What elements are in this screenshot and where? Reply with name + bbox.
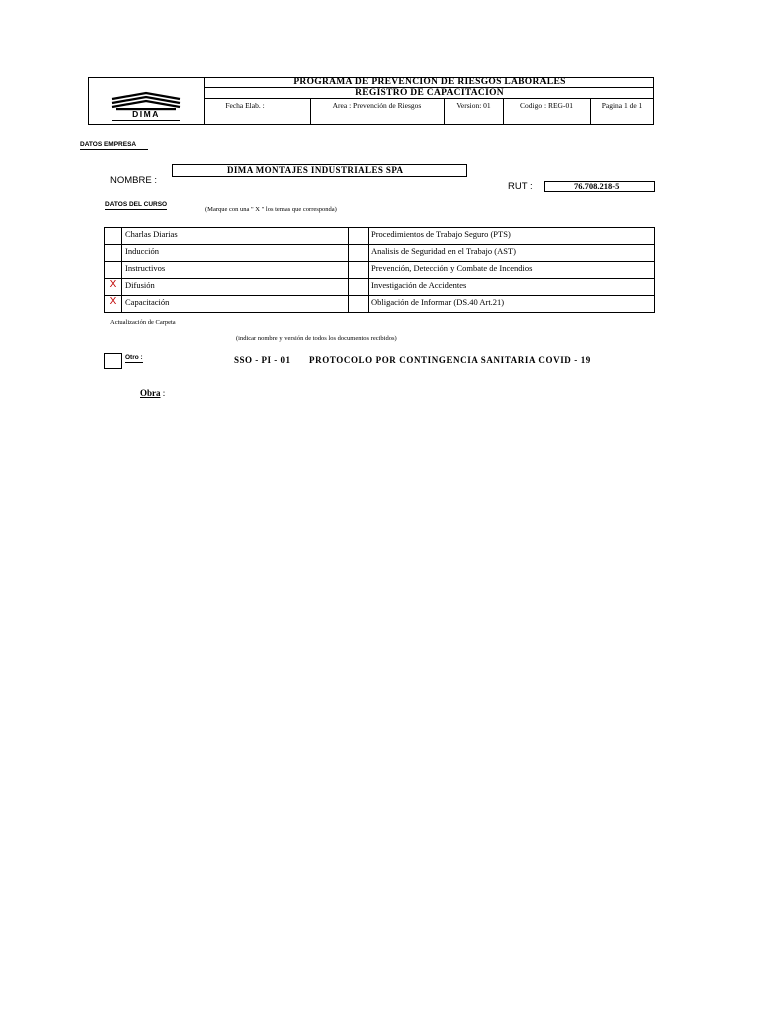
topic-pts: Procedimientos de Trabajo Seguro (PTS) xyxy=(371,229,511,239)
otro-checkbox[interactable] xyxy=(104,353,122,369)
checkbox-capacitacion[interactable]: X xyxy=(109,296,117,307)
checkbox-ast[interactable] xyxy=(349,245,368,261)
logo-text: DIMA xyxy=(132,109,160,119)
table-row-line-1 xyxy=(104,244,655,245)
table-row-line-3 xyxy=(104,278,655,279)
indicar-note: (indicar nombre y versión de todos los documentos recibidos) xyxy=(236,335,397,342)
topic-ast: Analisis de Seguridad en el Trabajo (AST) xyxy=(371,246,516,256)
datos-curso-label: DATOS DEL CURSO xyxy=(105,201,168,208)
version-field: Version: 01 xyxy=(456,101,491,110)
area-field: Area : Prevención de Riesgos xyxy=(332,101,422,110)
checkbox-charlas-diarias[interactable] xyxy=(105,228,121,244)
obra-colon: : xyxy=(162,388,166,398)
table-row-line-4 xyxy=(104,295,655,296)
table-col-1 xyxy=(121,227,122,313)
otro-label: Otro : xyxy=(125,354,143,361)
topic-accidentes: Investigación de Accidentes xyxy=(371,280,467,290)
topic-instructivos: Instructivos xyxy=(125,263,166,273)
topic-incendios: Prevención, Detección y Combate de Incendios xyxy=(371,263,533,273)
nombre-label: NOMBRE : xyxy=(110,175,157,186)
topic-induccion: Inducción xyxy=(125,246,159,256)
topic-capacitacion: Capacitación xyxy=(125,297,170,307)
checkbox-incendios[interactable] xyxy=(349,262,368,278)
obra-label xyxy=(140,388,165,398)
table-col-3 xyxy=(368,227,369,313)
checkbox-instructivos[interactable] xyxy=(105,262,121,278)
datos-empresa-label: DATOS EMPRESA xyxy=(80,140,148,150)
doc-title: PROTOCOLO POR CONTINGENCIA SANITARIA COVID - 19 xyxy=(309,355,591,365)
register-title: REGISTRO DE CAPACITACION xyxy=(355,88,504,98)
program-title: PROGRAMA DE PREVENCION DE RIESGOS LABORALES xyxy=(293,77,566,87)
topic-obligacion: Obligación de Informar (DS.40 Art.21) xyxy=(371,297,505,307)
instruction-text: (Marque con una " X " los temas que corresponda) xyxy=(205,206,337,213)
topic-charlas-diarias: Charlas Diarias xyxy=(125,229,178,239)
fecha-elab: Fecha Elab. : xyxy=(225,101,265,110)
rut-value: 76.708.218-5 xyxy=(574,181,620,191)
checkbox-accidentes[interactable] xyxy=(349,279,368,295)
pagina-field: Pagina 1 de 1 xyxy=(601,101,643,110)
checkbox-obligacion[interactable] xyxy=(349,296,368,312)
rut-label: RUT : xyxy=(508,181,533,192)
doc-code: SSO - PI - 01 xyxy=(234,355,291,365)
dima-logo xyxy=(108,89,184,123)
table-row-line-2 xyxy=(104,261,655,262)
topic-difusion: Difusión xyxy=(125,280,155,290)
nombre-value: DIMA MONTAJES INDUSTRIALES SPA xyxy=(227,165,404,175)
header-divider-2 xyxy=(205,98,654,99)
checkbox-pts[interactable] xyxy=(349,228,368,244)
checkbox-induccion[interactable] xyxy=(105,245,121,261)
obra-label-text: Obra xyxy=(140,388,161,398)
actualizacion-label: Actualización de Carpeta xyxy=(110,319,176,326)
codigo-field: Codigo : REG-01 xyxy=(520,101,573,110)
checkbox-difusion[interactable]: X xyxy=(109,279,117,290)
